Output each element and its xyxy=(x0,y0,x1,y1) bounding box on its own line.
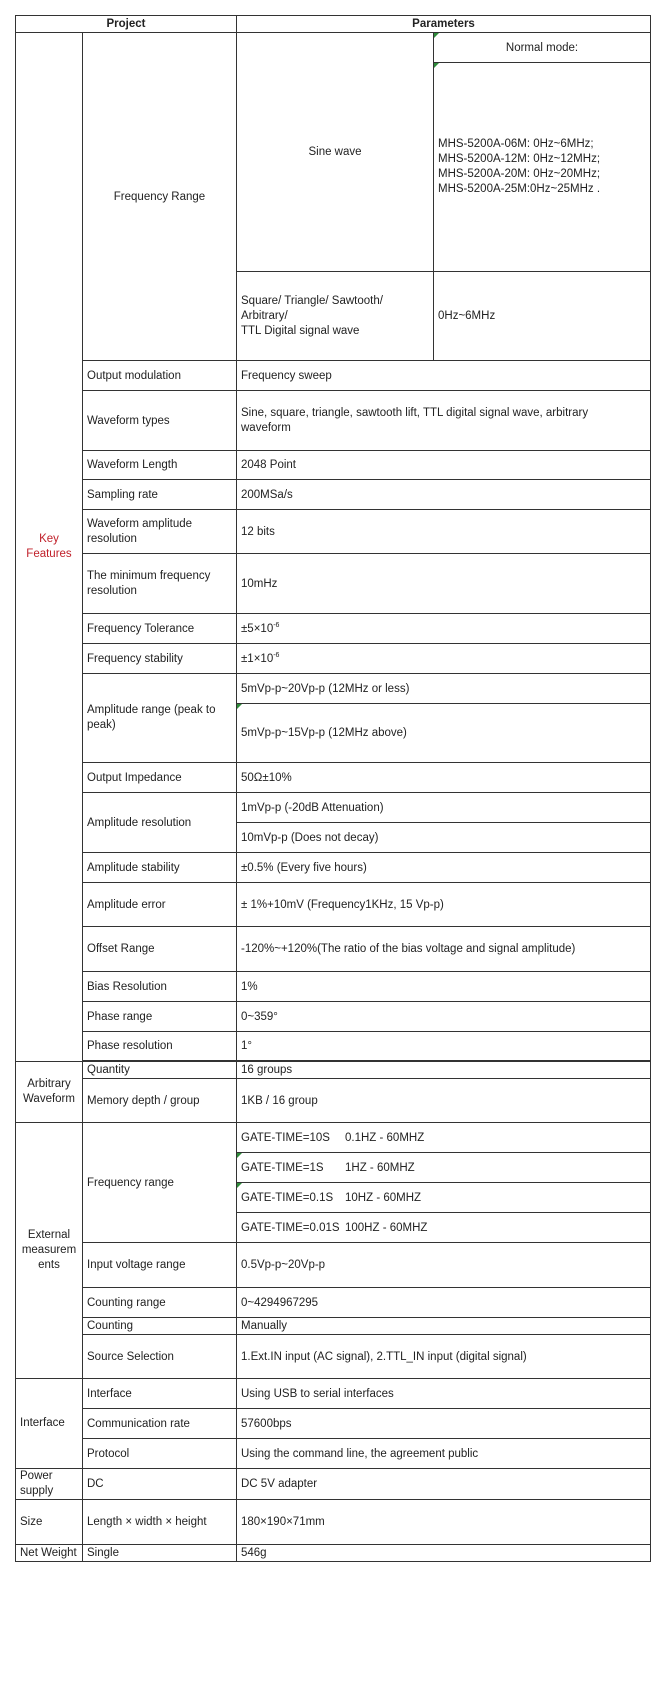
waveform-amplitude-resolution-value: 12 bits xyxy=(237,510,651,554)
waveform-types-value: Sine, square, triangle, sawtooth lift, TTL digital signal wave, arbitrary waveform xyxy=(237,391,651,451)
amplitude-error-label: Amplitude error xyxy=(83,883,237,927)
key-features-category: Key Features xyxy=(16,33,83,1062)
size-value: 180×190×71mm xyxy=(237,1500,651,1545)
table-row xyxy=(16,1062,651,1079)
power-supply-category: Power supply xyxy=(16,1469,83,1500)
interface-value: Using USB to serial interfaces xyxy=(237,1379,651,1409)
input-voltage-range-value: 0.5Vp-p~20Vp-p xyxy=(237,1243,651,1288)
table-row xyxy=(16,1123,651,1153)
bias-resolution-value: 1% xyxy=(237,972,651,1002)
parameters-header: Parameters xyxy=(237,16,651,33)
amplitude-resolution-value: 1mVp-p (-20dB Attenuation) xyxy=(237,793,651,823)
gate-time-row: GATE-TIME=0.1S 10HZ - 60MHZ xyxy=(237,1183,651,1213)
output-modulation-value: Frequency sweep xyxy=(237,361,651,391)
table-row xyxy=(16,972,651,1002)
output-modulation-label: Output modulation xyxy=(83,361,237,391)
table-row xyxy=(16,1002,651,1032)
header-row xyxy=(16,16,651,33)
table-row xyxy=(16,1409,651,1439)
frequency-stability-label: Frequency stability xyxy=(83,644,237,674)
measure-frequency-range-label: Frequency range xyxy=(83,1123,237,1243)
table-row xyxy=(16,853,651,883)
gate-time-row: GATE-TIME=0.01S 100HZ - 60MHZ xyxy=(237,1213,651,1243)
net-weight-value: 546g xyxy=(237,1545,651,1562)
table-row xyxy=(16,510,651,554)
interface-label: Interface xyxy=(83,1379,237,1409)
phase-range-label: Phase range xyxy=(83,1002,237,1032)
gate-time-row: GATE-TIME=10S 0.1HZ - 60MHZ xyxy=(237,1123,651,1153)
table-row xyxy=(16,33,651,63)
waveform-length-label: Waveform Length xyxy=(83,451,237,480)
amplitude-stability-label: Amplitude stability xyxy=(83,853,237,883)
frequency-range-label: Frequency Range xyxy=(83,33,237,361)
table-row xyxy=(16,1335,651,1379)
offset-range-label: Offset Range xyxy=(83,927,237,972)
output-impedance-value: 50Ω±10% xyxy=(237,763,651,793)
table-row xyxy=(16,1469,651,1500)
table-row xyxy=(16,644,651,674)
protocol-value: Using the command line, the agreement public xyxy=(237,1439,651,1469)
frequency-tolerance-value: $\pm 5\times 10^{-6}$ xyxy=(237,614,651,644)
source-selection-label: Source Selection xyxy=(83,1335,237,1379)
waveform-types-label: Waveform types xyxy=(83,391,237,451)
table-row xyxy=(16,391,651,451)
source-selection-value: 1.Ext.IN input (AC signal), 2.TTL_IN input (digital signal) xyxy=(237,1335,651,1379)
power-supply-value: DC 5V adapter xyxy=(237,1469,651,1500)
offset-range-value: -120%~+120%(The ratio of the bias voltage and signal amplitude) xyxy=(237,927,651,972)
square-wave-range: 0Hz~6MHz xyxy=(434,272,651,361)
project-header: Project xyxy=(16,16,237,33)
sine-model-ranges: MHS-5200A-06M: 0Hz~6MHz; MHS-5200A-12M: 0Hz~12MHz; MHS-5200A-20M: 0Hz~20MHz; MHS-5200A-25M:0Hz~25MHz . xyxy=(434,63,651,272)
table-row xyxy=(16,1288,651,1318)
power-supply-label: DC xyxy=(83,1469,237,1500)
table-row xyxy=(16,883,651,927)
net-weight-label: Single xyxy=(83,1545,237,1562)
amplitude-resolution-value: 10mVp-p (Does not decay) xyxy=(237,823,651,853)
bias-resolution-label: Bias Resolution xyxy=(83,972,237,1002)
amplitude-resolution-label: Amplitude resolution xyxy=(83,793,237,853)
table-row xyxy=(16,480,651,510)
size-label: Length × width × height xyxy=(83,1500,237,1545)
table-row xyxy=(16,1500,651,1545)
output-impedance-label: Output Impedance xyxy=(83,763,237,793)
waveform-amplitude-resolution-label: Waveform amplitude resolution xyxy=(83,510,237,554)
memory-depth-label: Memory depth / group xyxy=(83,1079,237,1123)
min-frequency-resolution-value: 10mHz xyxy=(237,554,651,614)
table-row xyxy=(16,451,651,480)
sine-wave-label: Sine wave xyxy=(237,33,434,272)
table-row xyxy=(16,927,651,972)
amplitude-range-value: 5mVp-p~20Vp-p (12MHz or less) xyxy=(237,674,651,704)
arbitrary-waveform-category: Arbitrary Waveform xyxy=(16,1062,83,1123)
communication-rate-label: Communication rate xyxy=(83,1409,237,1439)
gate-time-row: GATE-TIME=1S 1HZ - 60MHZ xyxy=(237,1153,651,1183)
size-category: Size xyxy=(16,1500,83,1545)
amplitude-error-value: ± 1%+10mV (Frequency1KHz, 15 Vp-p) xyxy=(237,883,651,927)
table-row xyxy=(16,1545,651,1562)
table-row xyxy=(16,1379,651,1409)
table-row xyxy=(16,361,651,391)
input-voltage-range-label: Input voltage range xyxy=(83,1243,237,1288)
square-wave-label: Square/ Triangle/ Sawtooth/ Arbitrary/ TTL Digital signal wave xyxy=(237,272,434,361)
counting-label: Counting xyxy=(83,1318,237,1335)
table-row xyxy=(16,1318,651,1335)
protocol-label: Protocol xyxy=(83,1439,237,1469)
frequency-tolerance-label: Frequency Tolerance xyxy=(83,614,237,644)
net-weight-category: Net Weight xyxy=(16,1545,83,1562)
frequency-stability-value: $\pm 1\times 10^{-6}$ xyxy=(237,644,651,674)
interface-category: Interface xyxy=(16,1379,83,1469)
amplitude-range-value: 5mVp-p~15Vp-p (12MHz above) xyxy=(237,704,651,763)
sampling-rate-value: 200MSa/s xyxy=(237,480,651,510)
min-frequency-resolution-label: The minimum frequency resolution xyxy=(83,554,237,614)
table-row xyxy=(16,793,651,823)
table-row xyxy=(16,763,651,793)
counting-range-label: Counting range xyxy=(83,1288,237,1318)
memory-depth-value: 1KB / 16 group xyxy=(237,1079,651,1123)
phase-resolution-value: 1° xyxy=(237,1032,651,1061)
phase-range-value: 0~359° xyxy=(237,1002,651,1032)
quantity-value: 16 groups xyxy=(237,1062,651,1079)
table-row xyxy=(16,1079,651,1123)
quantity-label: Quantity xyxy=(83,1062,237,1079)
table-row xyxy=(16,554,651,614)
table-row xyxy=(16,1243,651,1288)
spec-table xyxy=(15,15,651,1562)
sampling-rate-label: Sampling rate xyxy=(83,480,237,510)
external-measurements-category: External measurem ents xyxy=(16,1123,83,1379)
table-row xyxy=(16,614,651,644)
table-row xyxy=(16,674,651,704)
counting-value: Manually xyxy=(237,1318,651,1335)
counting-range-value: 0~4294967295 xyxy=(237,1288,651,1318)
amplitude-stability-value: ±0.5% (Every five hours) xyxy=(237,853,651,883)
amplitude-range-label: Amplitude range (peak to peak) xyxy=(83,674,237,763)
table-row xyxy=(16,1439,651,1469)
waveform-length-value: 2048 Point xyxy=(237,451,651,480)
table-row xyxy=(16,1032,651,1061)
phase-resolution-label: Phase resolution xyxy=(83,1032,237,1061)
communication-rate-value: 57600bps xyxy=(237,1409,651,1439)
normal-mode-label: Normal mode: xyxy=(434,33,651,63)
